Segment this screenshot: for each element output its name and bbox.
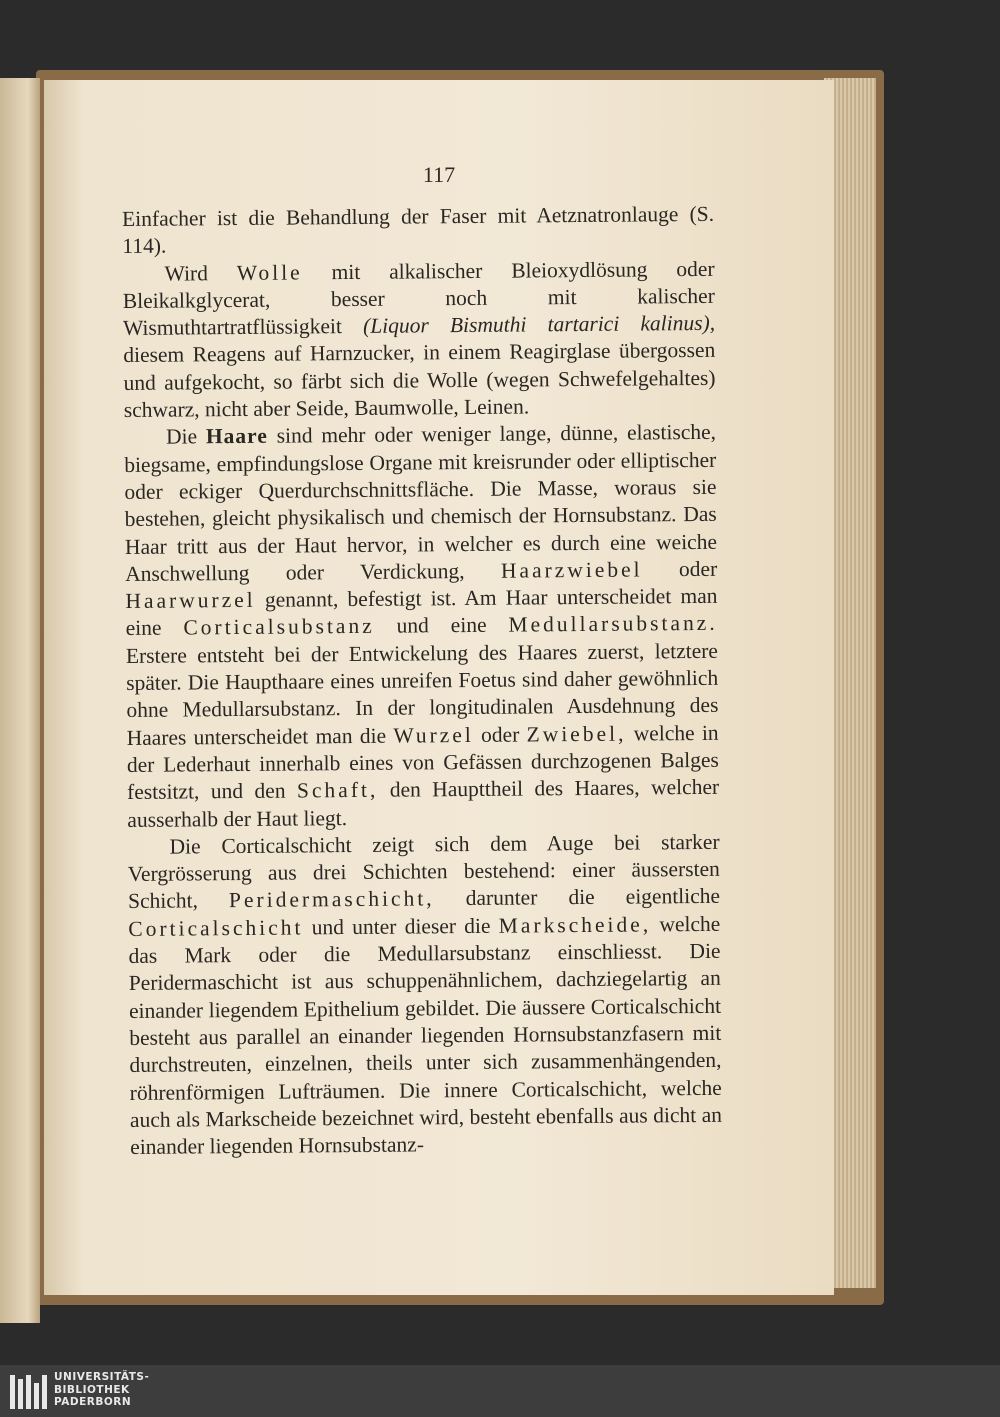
library-logo-icon — [10, 1375, 48, 1409]
paragraph — [122, 201, 714, 261]
left-page-edge — [0, 78, 40, 1323]
page-text — [122, 201, 722, 1162]
text-run: welche das Mark oder die Medullarsubstanz einschliesst. Die Peridermaschicht ist aus schuppenähnlichem, dachziegelartig an einander liegendem Epithelium gebildet. Die äussere Corticalschicht besteht aus parallel an einander liegenden Hornsubstanzfasern mit durchstreuten, einzelnen, theils unter sich zusammenhängenden, röhrenförmigen Lufträumen. Die innere Corticalschicht, welche auch als Markscheide bezeichnet wird, besteht ebenfalls aus dicht an einander liegenden Hornsubstanz- — [128, 911, 723, 1160]
text-run: und unter dieser die — [303, 913, 499, 940]
page-number: 117 — [422, 162, 456, 187]
logo-line: PADERBORN — [54, 1396, 132, 1408]
logo-line: BIBLIOTHEK — [54, 1383, 130, 1396]
text-run: Markscheide, — [498, 912, 652, 938]
text-run: Einfacher ist die Behandlung der Faser mit Aetznatronlauge (S. 114). — [122, 201, 715, 259]
text-run: Schaft, — [296, 778, 379, 803]
paragraph — [124, 419, 720, 834]
text-run: Die — [165, 424, 207, 449]
text-run: Corticalschicht — [128, 915, 304, 941]
text-run: Peridermaschicht, — [228, 886, 435, 913]
text-run: Medullarsubstanz. — [508, 611, 718, 638]
paragraph — [127, 829, 722, 1162]
text-run: oder — [473, 722, 527, 747]
text-run: mit alkalischer Bleioxydlösung oder Bleikalkglycerat, besser noch mit kalischer Wismuthtartratflüssigkeit — [122, 256, 715, 341]
logo-line: UNIVERSITÄTS- — [54, 1371, 150, 1383]
paragraph — [122, 255, 715, 424]
text-run: darunter die eigentliche — [434, 884, 721, 911]
text-run: Wird — [164, 260, 237, 286]
text-run: Haarwurzel — [125, 588, 256, 614]
text-run: Corticalsubstanz — [183, 614, 375, 640]
text-run: Wolle — [236, 260, 303, 285]
text-run: Haarzwiebel — [500, 557, 643, 583]
text-run: sind mehr oder weniger lange, dünne, elastische, biegsame, empfindungslose Organe mit kreisrunder oder elliptischer oder eckiger Querdurchschnittsfläche. Die Masse, woraus sie bestehen, gleicht physikalisch und chemisch der Hornsubstanz. Das Haar tritt aus der Haut hervor, in welcher es durch eine weiche Anschwellung oder Verdickung, — [124, 420, 718, 586]
library-logo-text — [54, 1371, 149, 1409]
library-footer — [0, 1365, 1000, 1417]
text-run: (Liquor Bismuthi tartarici kalinus), — [362, 311, 716, 339]
text-run: Erstere entsteht bei der Entwickelung des Haares zuerst, letztere später. Die Haupthaare eines unreifen Foetus sind daher gewöhnlich ohne Medullarsubstanz. In der longitudinalen Ausdehnung des Haares unterscheidet man die — [125, 638, 719, 750]
text-run: oder — [642, 556, 718, 582]
book-page — [44, 80, 834, 1295]
text-run: Haare — [205, 424, 268, 449]
text-run: Wurzel — [393, 722, 474, 748]
text-run: Die Corticalschicht zeigt sich dem Auge bei starker Vergrösserung aus drei Schichten bestehend: einer äussersten Schicht, — [127, 829, 720, 914]
text-run: genannt, befestigt ist. Am Haar unterscheidet man eine — [125, 583, 718, 641]
text-run: welche in der Lederhaut innerhalb eines von Gefässen durchzogenen Balges festsitzt, und den — [126, 720, 719, 805]
text-run: den Haupttheil des Haares, welcher ausserhalb der Haut liegt. — [127, 775, 720, 832]
text-run: Zwiebel, — [526, 721, 627, 747]
text-run: und eine — [374, 613, 509, 639]
text-run: diesem Reagens auf Harnzucker, in einem Reagirglase übergossen und aufgekocht, so färbt sich die Wolle (wegen Schwefelgehaltes) schwarz, nicht aber Seide, Baumwolle, Leinen. — [123, 338, 716, 423]
